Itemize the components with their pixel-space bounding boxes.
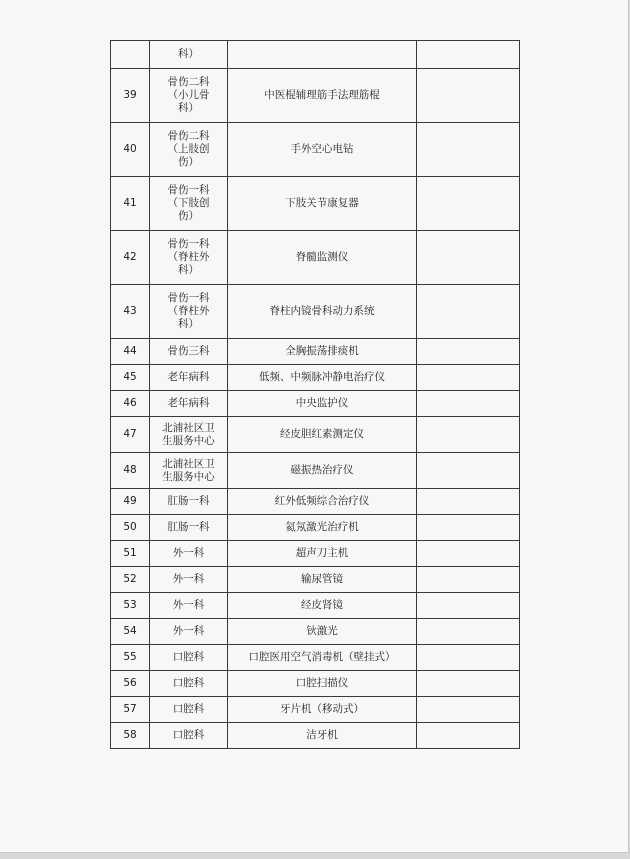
equipment-name-cell: 口腔医用空气消毒机（壁挂式） bbox=[228, 645, 417, 671]
equipment-name-cell: 洁牙机 bbox=[228, 723, 417, 749]
table-row bbox=[111, 541, 520, 567]
row-number-cell: 47 bbox=[111, 417, 150, 453]
note-cell bbox=[417, 123, 520, 177]
table-row bbox=[111, 671, 520, 697]
department-cell: 骨伤二科 （小儿骨 科） bbox=[150, 69, 228, 123]
note-cell bbox=[417, 453, 520, 489]
table-row bbox=[111, 723, 520, 749]
row-number-cell: 49 bbox=[111, 489, 150, 515]
department-cell: 骨伤三科 bbox=[150, 339, 228, 365]
table-row bbox=[111, 619, 520, 645]
table-row bbox=[111, 123, 520, 177]
table-row bbox=[111, 339, 520, 365]
department-cell: 科） bbox=[150, 41, 228, 69]
row-number-cell: 42 bbox=[111, 231, 150, 285]
equipment-name-cell: 低频、中频脉冲静电治疗仪 bbox=[228, 365, 417, 391]
department-cell: 骨伤一科 （脊柱外 科） bbox=[150, 285, 228, 339]
department-cell: 老年病科 bbox=[150, 365, 228, 391]
department-cell: 外一科 bbox=[150, 593, 228, 619]
note-cell bbox=[417, 231, 520, 285]
table-row bbox=[111, 231, 520, 285]
equipment-name-cell: 输尿管镜 bbox=[228, 567, 417, 593]
row-number-cell: 58 bbox=[111, 723, 150, 749]
row-number-cell: 52 bbox=[111, 567, 150, 593]
row-number-cell: 39 bbox=[111, 69, 150, 123]
table-row bbox=[111, 645, 520, 671]
equipment-name-cell: 钬激光 bbox=[228, 619, 417, 645]
equipment-table bbox=[110, 40, 520, 749]
table-body bbox=[111, 41, 520, 749]
department-cell: 肛肠一科 bbox=[150, 515, 228, 541]
equipment-name-cell bbox=[228, 41, 417, 69]
row-number-cell: 56 bbox=[111, 671, 150, 697]
note-cell bbox=[417, 671, 520, 697]
row-number-cell: 54 bbox=[111, 619, 150, 645]
row-number-cell: 43 bbox=[111, 285, 150, 339]
row-number-cell: 45 bbox=[111, 365, 150, 391]
equipment-name-cell: 脊柱内镜骨科动力系统 bbox=[228, 285, 417, 339]
row-number-cell: 48 bbox=[111, 453, 150, 489]
equipment-name-cell: 脊髓监测仪 bbox=[228, 231, 417, 285]
equipment-name-cell: 磁振热治疗仪 bbox=[228, 453, 417, 489]
table-row bbox=[111, 567, 520, 593]
note-cell bbox=[417, 177, 520, 231]
equipment-name-cell: 口腔扫描仪 bbox=[228, 671, 417, 697]
table-row bbox=[111, 365, 520, 391]
table-row bbox=[111, 391, 520, 417]
note-cell bbox=[417, 417, 520, 453]
note-cell bbox=[417, 365, 520, 391]
row-number-cell: 53 bbox=[111, 593, 150, 619]
note-cell bbox=[417, 515, 520, 541]
note-cell bbox=[417, 69, 520, 123]
table-row bbox=[111, 489, 520, 515]
note-cell bbox=[417, 541, 520, 567]
note-cell bbox=[417, 285, 520, 339]
equipment-name-cell: 下肢关节康复器 bbox=[228, 177, 417, 231]
department-cell: 肛肠一科 bbox=[150, 489, 228, 515]
note-cell bbox=[417, 391, 520, 417]
department-cell: 骨伤一科 （下肢创 伤） bbox=[150, 177, 228, 231]
row-number-cell: 50 bbox=[111, 515, 150, 541]
table-row bbox=[111, 41, 520, 69]
row-number-cell: 51 bbox=[111, 541, 150, 567]
note-cell bbox=[417, 697, 520, 723]
department-cell: 老年病科 bbox=[150, 391, 228, 417]
row-number-cell: 41 bbox=[111, 177, 150, 231]
equipment-name-cell: 超声刀主机 bbox=[228, 541, 417, 567]
department-cell: 口腔科 bbox=[150, 697, 228, 723]
note-cell bbox=[417, 339, 520, 365]
note-cell bbox=[417, 645, 520, 671]
department-cell: 口腔科 bbox=[150, 723, 228, 749]
department-cell: 口腔科 bbox=[150, 645, 228, 671]
equipment-name-cell: 经皮肾镜 bbox=[228, 593, 417, 619]
row-number-cell bbox=[111, 41, 150, 69]
note-cell bbox=[417, 593, 520, 619]
department-cell: 口腔科 bbox=[150, 671, 228, 697]
department-cell: 骨伤一科 （脊柱外 科） bbox=[150, 231, 228, 285]
note-cell bbox=[417, 567, 520, 593]
table-row bbox=[111, 697, 520, 723]
equipment-name-cell: 牙片机（移动式） bbox=[228, 697, 417, 723]
department-cell: 外一科 bbox=[150, 541, 228, 567]
department-cell: 北浦社区卫 生服务中心 bbox=[150, 417, 228, 453]
note-cell bbox=[417, 723, 520, 749]
table-row bbox=[111, 69, 520, 123]
note-cell bbox=[417, 619, 520, 645]
equipment-name-cell: 全胸振荡排痰机 bbox=[228, 339, 417, 365]
department-cell: 外一科 bbox=[150, 619, 228, 645]
row-number-cell: 46 bbox=[111, 391, 150, 417]
department-cell: 外一科 bbox=[150, 567, 228, 593]
row-number-cell: 55 bbox=[111, 645, 150, 671]
equipment-name-cell: 中医棍辅理筋手法理筋棍 bbox=[228, 69, 417, 123]
table-row bbox=[111, 417, 520, 453]
table-row bbox=[111, 177, 520, 231]
note-cell bbox=[417, 489, 520, 515]
row-number-cell: 44 bbox=[111, 339, 150, 365]
row-number-cell: 40 bbox=[111, 123, 150, 177]
note-cell bbox=[417, 41, 520, 69]
equipment-name-cell: 手外空心电钻 bbox=[228, 123, 417, 177]
equipment-name-cell: 红外低频综合治疗仪 bbox=[228, 489, 417, 515]
equipment-name-cell: 中央监护仪 bbox=[228, 391, 417, 417]
table-row bbox=[111, 285, 520, 339]
equipment-name-cell: 经皮胆红素测定仪 bbox=[228, 417, 417, 453]
table-row bbox=[111, 593, 520, 619]
department-cell: 北浦社区卫 生服务中心 bbox=[150, 453, 228, 489]
row-number-cell: 57 bbox=[111, 697, 150, 723]
department-cell: 骨伤二科 （上肢创 伤） bbox=[150, 123, 228, 177]
equipment-name-cell: 氦氖激光治疗机 bbox=[228, 515, 417, 541]
table-row bbox=[111, 515, 520, 541]
table-row bbox=[111, 453, 520, 489]
